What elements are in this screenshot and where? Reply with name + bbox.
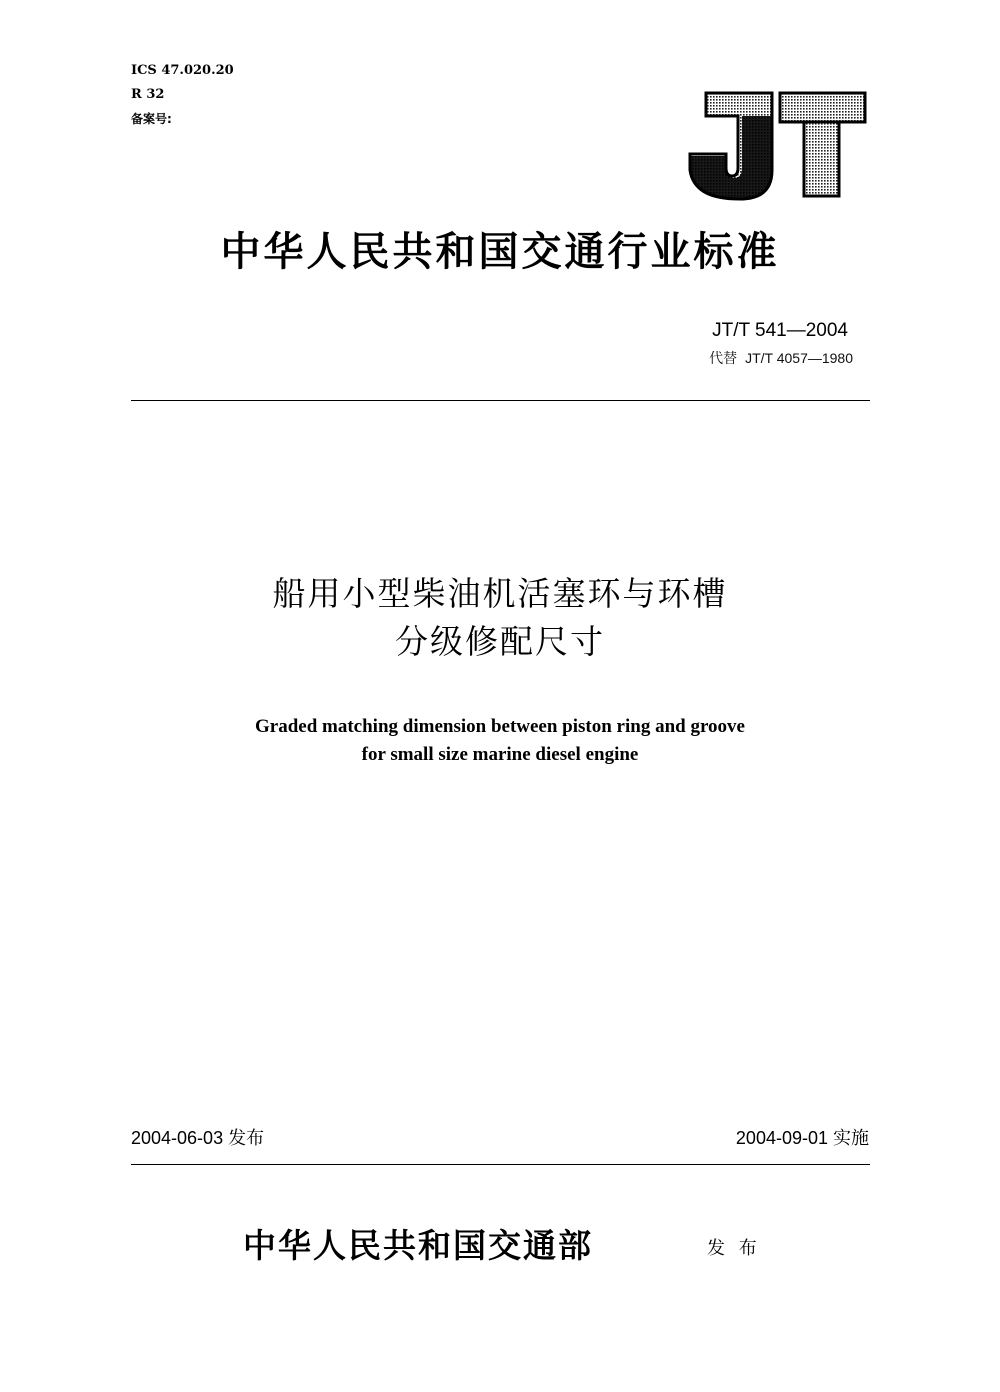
issuing-body-title: 中华人民共和国交通行业标准	[220, 228, 780, 275]
filing-number-label: 备案号:	[131, 112, 172, 126]
chinese-title-line-1: 船用小型柴油机活塞环与环槽	[272, 574, 728, 613]
issue-word: 发 布	[707, 1238, 761, 1259]
implementation-date: 2004-09-01 实施	[735, 1128, 869, 1148]
replaces-label: 代替	[709, 350, 738, 366]
standard-number: JT/T 541—2004	[712, 320, 848, 341]
replaces-number: JT/T 4057—1980	[745, 350, 853, 366]
footer-divider	[131, 1164, 870, 1165]
english-title-line-1: Graded matching dimension between piston ring and groove	[255, 716, 745, 737]
replaces-standard	[709, 349, 853, 367]
issue-date: 2004-06-03 发布	[131, 1128, 265, 1148]
jt-logo-icon	[686, 90, 868, 202]
ccs-code: R 32	[131, 87, 165, 102]
issuer-name: 中华人民共和国交通部	[243, 1226, 593, 1265]
english-title-line-2: for small size marine diesel engine	[361, 744, 639, 765]
header-divider	[131, 400, 870, 401]
chinese-title-line-2: 分级修配尺寸	[395, 622, 605, 661]
ics-code: ICS 47.020.20	[131, 63, 234, 78]
